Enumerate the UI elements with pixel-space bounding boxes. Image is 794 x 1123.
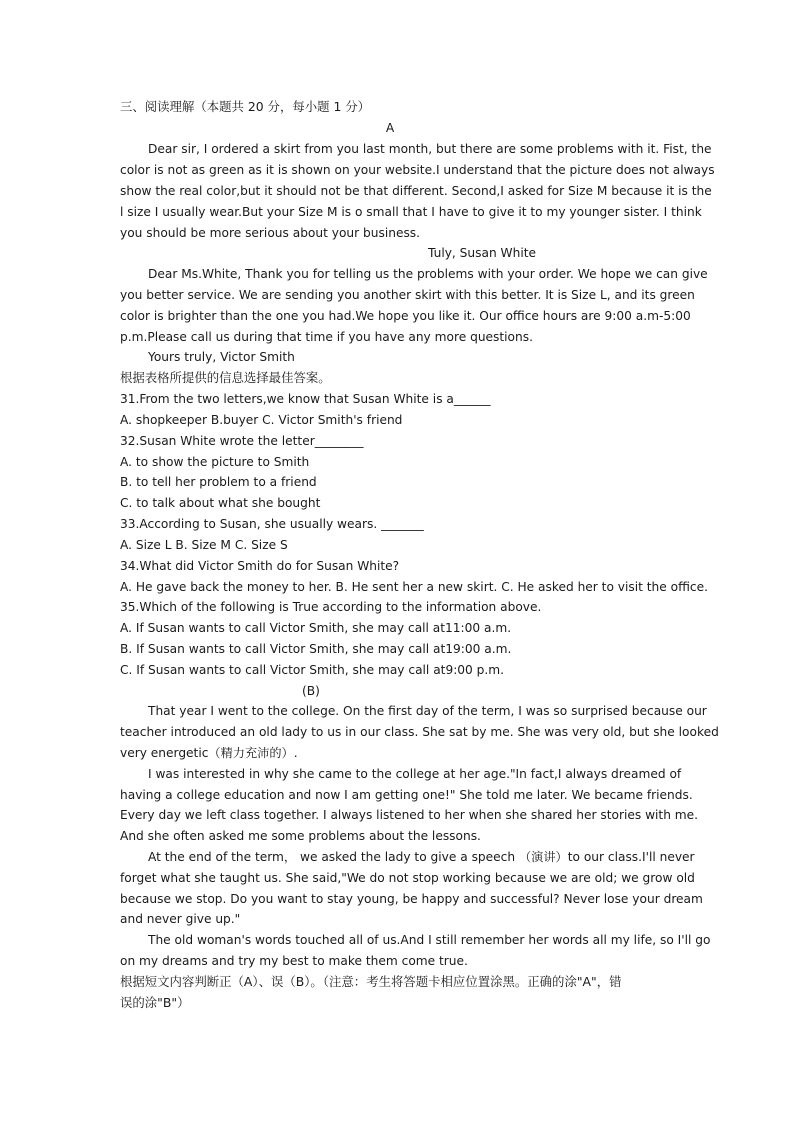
options-34: A. He gave back the money to her. B. He sent her a new skirt. C. He asked her to visit the office.	[120, 580, 708, 594]
question-33: 33.According to Susan, she usually wears. _______	[120, 517, 424, 531]
letter1-line: l size I usually wear.But your Size M is o small that I have to give it to my younger sister. I think	[120, 205, 702, 219]
para2-line: Every day we left class together. I always listened to her when she shared her stories with me.	[120, 808, 699, 822]
options-31: A. shopkeeper B.buyer C. Victor Smith's friend	[120, 413, 403, 427]
para3-line: At the end of the term， we asked the lady to give a speech （演讲）to our class.I'll never	[148, 850, 695, 864]
question-34: 34.What did Victor Smith do for Susan White?	[120, 559, 400, 573]
instruction-a: 根据表格所提供的信息选择最佳答案。	[120, 370, 331, 385]
question-35: 35.Which of the following is True according to the information above.	[120, 600, 542, 614]
question-31: 31.From the two letters,we know that Susan White is a______	[120, 392, 491, 406]
passage-b-label: (B)	[302, 684, 320, 698]
letter1-line: Dear sir, I ordered a skirt from you last month, but there are some problems with it. Fist, the	[148, 142, 712, 156]
para1-line: very energetic（精力充沛的）.	[120, 746, 298, 760]
para2-line: And she often asked me some problems about the lessons.	[120, 829, 481, 843]
section-header: 三、阅读理解（本题共 20 分，每小题 1 分）	[120, 99, 371, 114]
instruction-b-line: 根据短文内容判断正（A）、误（B）。（注意：考生将答题卡相应位置涂黑。正确的涂"A"，错	[120, 974, 622, 989]
option-35b: B. If Susan wants to call Victor Smith, she may call at19:00 a.m.	[120, 642, 512, 656]
para4-line: on my dreams and try my best to make them come true.	[120, 954, 468, 968]
para3-line: forget what she taught us. She said,"We do not stop working because we are old; we grow old	[120, 871, 695, 885]
para2-line: having a college education and now I am getting one!" She told me later. We became friends.	[120, 788, 693, 802]
option-35a: A. If Susan wants to call Victor Smith, she may call at11:00 a.m.	[120, 621, 512, 635]
para1-line: That year I went to the college. On the first day of the term, I was so surprised because our	[148, 704, 707, 718]
question-32: 32.Susan White wrote the letter________	[120, 434, 364, 448]
para4-line: The old woman's words touched all of us.And I still remember her words all my life, so I'll go	[148, 933, 711, 947]
option-35c: C. If Susan wants to call Victor Smith, she may call at9:00 p.m.	[120, 663, 505, 677]
signature-victor: Yours truly, Victor Smith	[148, 350, 295, 364]
letter2-line: you better service. We are sending you another skirt with this better. It is Size L, and its green	[120, 288, 695, 302]
option-32a: A. to show the picture to Smith	[120, 455, 310, 469]
letter1-line: show the real color,but it should not be that different. Second,I asked for Size M because it is the	[120, 184, 712, 198]
letter1-line: color is not as green as it is shown on your website.I understand that the picture does not always	[120, 163, 715, 177]
letter2-line: Dear Ms.White, Thank you for telling us the problems with your order. We hope we can give	[148, 267, 708, 281]
option-32c: C. to talk about what she bought	[120, 496, 321, 510]
passage-a-label: A	[385, 121, 395, 135]
letter1-line: you should be more serious about your business.	[120, 226, 421, 240]
para2-line: I was interested in why she came to the college at her age."In fact,I always dreamed of	[148, 767, 682, 781]
option-32b: B. to tell her problem to a friend	[120, 475, 317, 489]
signature-susan: Tuly, Susan White	[428, 246, 536, 260]
para1-line: teacher introduced an old lady to us in our class. She sat by me. She was very old, but she looked	[120, 725, 719, 739]
options-33: A. Size L B. Size M C. Size S	[120, 538, 288, 552]
para3-line: because we stop. Do you want to stay young, be happy and successful? Never lose your dream	[120, 892, 703, 906]
letter2-line: color is brighter than the one you had.We hope you like it. Our office hours are 9:00 a.m-5:00	[120, 309, 691, 323]
para3-line: and never give up."	[120, 912, 241, 926]
instruction-b-line: 误的涂"B"）	[120, 995, 190, 1010]
letter2-line: p.m.Please call us during that time if you have any more questions.	[120, 330, 533, 344]
